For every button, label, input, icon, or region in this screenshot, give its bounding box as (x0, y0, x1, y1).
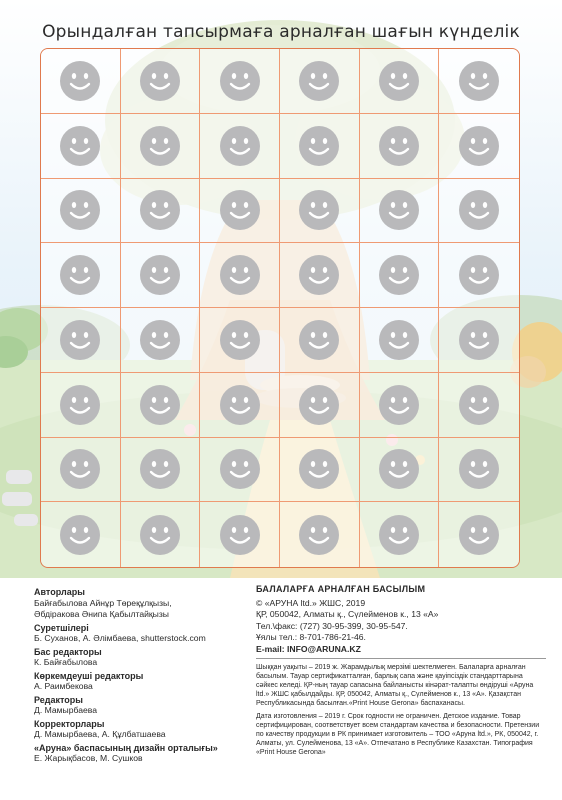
grid-cell[interactable] (121, 502, 201, 567)
credit-value: Е. Жарықбасов, М. Сушков (34, 753, 143, 763)
smiley-face-icon (219, 254, 261, 296)
grid-cell[interactable] (439, 502, 519, 567)
page-title: Орындалған тапсырмаға арналған шағын күнделік (42, 22, 520, 42)
grid-cell[interactable] (439, 243, 519, 308)
grid-cell[interactable] (41, 179, 121, 244)
credit-heading: Авторлары (34, 587, 85, 597)
grid-cell[interactable] (439, 373, 519, 438)
credit-value: Байғабылова Айнұр Төреқұлқызы, (34, 597, 172, 608)
publisher-column (256, 584, 546, 757)
grid-cell[interactable] (41, 49, 121, 114)
credit-value: Д. Мамырбаева, А. Құлбатшаева (34, 729, 166, 739)
publisher-title: БАЛАЛАРҒА АРНАЛҒАН БАСЫЛЫМ (256, 584, 426, 594)
grid-cell[interactable] (280, 179, 360, 244)
smiley-face-icon (59, 125, 101, 167)
grid-cell[interactable] (121, 308, 201, 373)
smiley-face-icon (219, 189, 261, 231)
grid-cell[interactable] (280, 308, 360, 373)
divider (256, 658, 546, 659)
smiley-face-icon (298, 448, 340, 490)
grid-cell[interactable] (121, 373, 201, 438)
smiley-face-icon (59, 448, 101, 490)
grid-cell[interactable] (439, 49, 519, 114)
smiley-face-icon (298, 60, 340, 102)
credit-heading: «Аруна» баспасының дизайн орталығы» (34, 742, 218, 753)
grid-cell[interactable] (200, 243, 280, 308)
credit-value: А. Раимбекова (34, 681, 93, 691)
credits-column (34, 584, 244, 765)
smiley-face-icon (378, 254, 420, 296)
credit-value: Әбдіракова Әнипа Қабылтайқызы (34, 609, 169, 619)
grid-cell[interactable] (200, 438, 280, 503)
publisher-copyright: © «АРУНА ltd.» ЖШС, 2019 (256, 597, 366, 608)
publisher-phone-fax: Тел.\факс: (727) 30-95-399, 30-95-547. (256, 620, 408, 631)
smiley-face-icon (458, 514, 500, 556)
smiley-face-icon (458, 125, 500, 167)
grid-cell[interactable] (200, 114, 280, 179)
smiley-face-icon (139, 319, 181, 361)
smiley-face-icon (139, 189, 181, 231)
smiley-face-icon (59, 514, 101, 556)
publisher-mobile: Ұялы тел.: 8-701-786-21-46. (256, 632, 366, 642)
smiley-face-icon (458, 254, 500, 296)
notice-kazakh: Шыққан уақыты – 2019 ж. Жарамдылық мерзімі шектелмеген. Балаларға арналған басылым. Тауар сертификатталған, барлық сапа және қауіпсіздік стандарттарына сәйкес келеді. ҚР-ның тауар сапасына байланысты кінәрат-талапты өндіруші «Аруна ltd.» ЖШС қабылдайды. ҚР, 050042, Алматы қ., Сүлейменов к., 13 «А». Қазақстан Республикасында басылған.«Print House Gerona» баспаханасы. (256, 664, 534, 707)
smiley-face-icon (378, 514, 420, 556)
smiley-face-icon (59, 60, 101, 102)
smiley-face-icon (139, 254, 181, 296)
smiley-face-icon (378, 125, 420, 167)
smiley-face-icon (59, 254, 101, 296)
grid-cell[interactable] (280, 502, 360, 567)
imprint-footer (0, 578, 562, 800)
smiley-face-icon (298, 384, 340, 426)
grid-cell[interactable] (121, 49, 201, 114)
credit-heading: Суретшілері (34, 622, 89, 633)
credit-heading: Редакторы (34, 694, 83, 705)
grid-cell[interactable] (360, 308, 440, 373)
grid-cell[interactable] (360, 49, 440, 114)
smiley-face-icon (298, 319, 340, 361)
smiley-face-icon (378, 319, 420, 361)
grid-cell[interactable] (360, 179, 440, 244)
grid-cell[interactable] (360, 243, 440, 308)
grid-cell[interactable] (41, 308, 121, 373)
grid-cell[interactable] (360, 438, 440, 503)
smiley-face-icon (59, 384, 101, 426)
credit-value: Б. Суханов, А. Әлімбаева, shutterstock.com (34, 633, 206, 643)
grid-cell[interactable] (200, 373, 280, 438)
smiley-face-icon (139, 448, 181, 490)
smiley-face-icon (458, 189, 500, 231)
grid-cell[interactable] (41, 502, 121, 567)
diary-grid (40, 48, 520, 568)
grid-cell[interactable] (121, 438, 201, 503)
smiley-face-icon (219, 319, 261, 361)
smiley-face-icon (298, 254, 340, 296)
smiley-face-icon (458, 60, 500, 102)
credit-value: К. Байғабылова (34, 657, 98, 667)
grid-cell[interactable] (41, 373, 121, 438)
grid-cell[interactable] (360, 114, 440, 179)
credit-heading: Бас редакторы (34, 646, 102, 657)
smiley-face-icon (139, 125, 181, 167)
grid-cell[interactable] (121, 243, 201, 308)
grid-cell[interactable] (280, 114, 360, 179)
grid-cell[interactable] (439, 438, 519, 503)
credit-heading: Көркемдеуші редакторы (34, 670, 144, 681)
smiley-face-icon (298, 514, 340, 556)
publisher-email: E-mail: INFO@ARUNA.KZ (256, 643, 361, 654)
grid-cell[interactable] (439, 114, 519, 179)
grid-cell[interactable] (121, 114, 201, 179)
smiley-face-icon (378, 189, 420, 231)
grid-cell[interactable] (280, 438, 360, 503)
notice-russian: Дата изготовления – 2019 г. Срок годности не ограничен. Детское издание. Товар сертифицирован, соответствует всем стандартам качества и безопасности. Претензии по качеству продукции в РК принимает изготовитель – ТОО «Аруна ltd.», РК, 050042, г. Алматы, ул. Сулейменова, 13 «А». Отпечатано в Республике Казахстан. Типография «Print House Gerona» (256, 713, 540, 756)
credit-value: Д. Мамырбаева (34, 705, 98, 715)
grid-cell[interactable] (280, 373, 360, 438)
smiley-face-icon (458, 319, 500, 361)
credit-heading: Корректорлары (34, 718, 105, 729)
smiley-face-icon (378, 448, 420, 490)
grid-cell[interactable] (41, 114, 121, 179)
grid-cell[interactable] (280, 243, 360, 308)
grid-cell[interactable] (200, 308, 280, 373)
grid-cell[interactable] (200, 179, 280, 244)
grid-cell[interactable] (439, 308, 519, 373)
smiley-face-icon (219, 514, 261, 556)
grid-cell[interactable] (41, 438, 121, 503)
smiley-face-icon (378, 384, 420, 426)
grid-cell[interactable] (41, 243, 121, 308)
smiley-face-icon (139, 384, 181, 426)
grid-cell[interactable] (280, 49, 360, 114)
smiley-face-icon (139, 514, 181, 556)
grid-cell[interactable] (360, 502, 440, 567)
smiley-face-icon (219, 125, 261, 167)
publisher-address: ҚР, 050042, Алматы қ., Сүлейменов к., 13 «А» (256, 609, 439, 619)
smiley-face-icon (139, 60, 181, 102)
smiley-face-icon (378, 60, 420, 102)
grid-cell[interactable] (200, 502, 280, 567)
grid-cell[interactable] (360, 373, 440, 438)
smiley-face-icon (458, 384, 500, 426)
grid-cell[interactable] (121, 179, 201, 244)
grid-cell[interactable] (200, 49, 280, 114)
smiley-face-icon (219, 448, 261, 490)
smiley-face-icon (219, 60, 261, 102)
smiley-face-icon (458, 448, 500, 490)
smiley-face-icon (219, 384, 261, 426)
grid-cell[interactable] (439, 179, 519, 244)
smiley-face-icon (59, 319, 101, 361)
smiley-face-icon (59, 189, 101, 231)
smiley-face-icon (298, 189, 340, 231)
smiley-face-icon (298, 125, 340, 167)
